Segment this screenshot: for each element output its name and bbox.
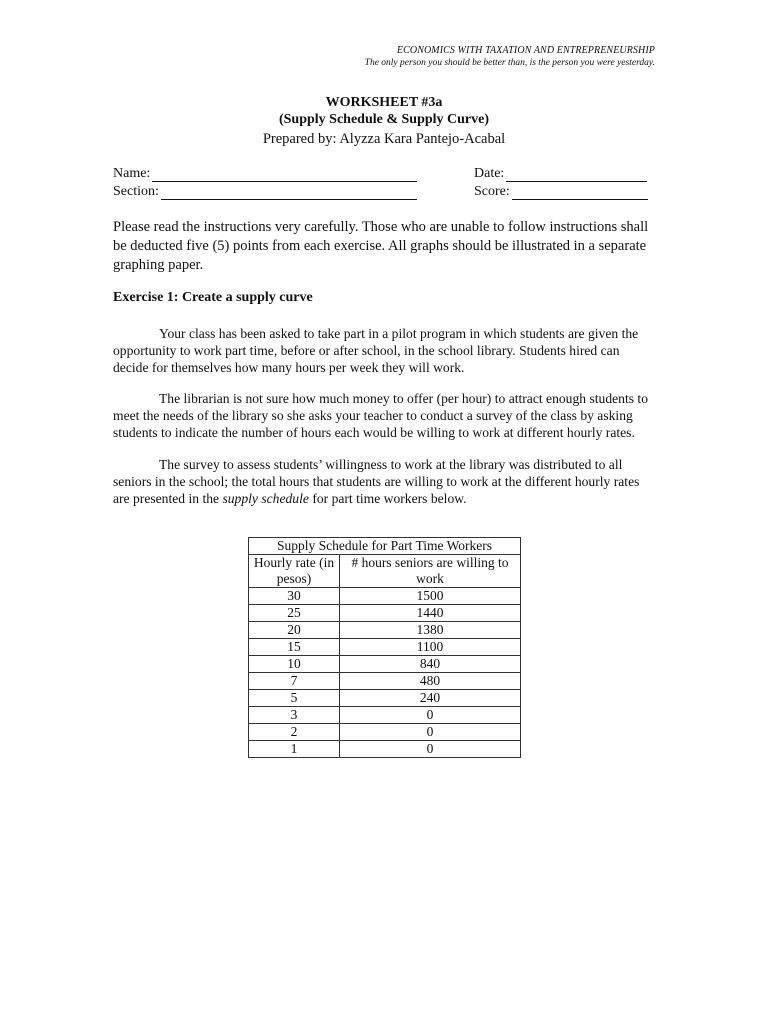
name-field xyxy=(113,166,417,182)
hourly-rate-cell: 1 xyxy=(249,741,340,758)
hours-cell: 840 xyxy=(340,656,521,673)
prepared-by: Prepared by: Alyzza Kara Pantejo-Acabal xyxy=(262,131,506,147)
instructions-paragraph: Please read the instructions very carefully. Those who are unable to follow instructions shall be deducted five (5) points from each exercise. All graphs should be illustrated in a separate graphing paper. xyxy=(113,219,649,273)
worksheet-subtitle: (Supply Schedule & Supply Curve) xyxy=(278,112,490,127)
table-row xyxy=(249,673,521,690)
hours-cell: 0 xyxy=(340,707,521,724)
motto-header: The only person you should be better than, is the person you were yesterday. xyxy=(364,58,655,68)
hours-cell: 1440 xyxy=(340,605,521,622)
table-row xyxy=(249,639,521,656)
table-row xyxy=(249,724,521,741)
score-blank xyxy=(512,185,648,200)
exercise-paragraph-2: The librarian is not sure how much money to offer (per hour) to attract enough students to meet the needs of the library so she asks your teacher to conduct a survey of the class by asking students to indicate the number of hours each would be willing to work at different hourly rates. xyxy=(113,391,648,440)
title-block xyxy=(0,94,768,149)
hours-cell: 240 xyxy=(340,690,521,707)
hours-cell: 1500 xyxy=(340,588,521,605)
score-field xyxy=(474,184,648,200)
hourly-rate-cell: 15 xyxy=(249,639,340,656)
score-label: Score: xyxy=(474,184,510,199)
supply-schedule-term: supply schedule xyxy=(222,491,309,506)
worksheet-title: WORKSHEET #3a xyxy=(325,95,443,110)
hours-cell: 1100 xyxy=(340,639,521,656)
hourly-rate-cell: 5 xyxy=(249,690,340,707)
hours-cell: 1380 xyxy=(340,622,521,639)
date-label: Date: xyxy=(474,166,505,181)
date-blank xyxy=(506,167,647,182)
exercise-paragraph-1: Your class has been asked to take part in a pilot program in which students are given the opportunity to work part time, before or after school, in the school library. Students hired can decide for themselves how many hours per week they will work. xyxy=(113,326,639,375)
section-label: Section: xyxy=(113,184,159,199)
table-row xyxy=(249,707,521,724)
exercise-heading: Exercise 1: Create a supply curve xyxy=(113,290,313,305)
paragraph-3-text: The survey to assess students’ willingness to work at the library was distributed to all seniors in the school; the total hours that students are willing to work at the different hourly rates are presented in the xyxy=(113,457,640,506)
date-field xyxy=(474,166,647,182)
table-row xyxy=(249,622,521,639)
table-body xyxy=(249,588,521,758)
hourly-rate-cell: 2 xyxy=(249,724,340,741)
section-blank xyxy=(161,185,417,200)
hours-cell: 0 xyxy=(340,724,521,741)
column-header-rate: Hourly rate (in pesos) xyxy=(249,555,340,588)
name-label: Name: xyxy=(113,166,151,181)
table-row xyxy=(249,588,521,605)
table-row xyxy=(249,656,521,673)
hourly-rate-cell: 10 xyxy=(249,656,340,673)
name-blank xyxy=(152,167,417,182)
hourly-rate-cell: 30 xyxy=(249,588,340,605)
table-caption: Supply Schedule for Part Time Workers xyxy=(249,538,521,555)
hours-cell: 480 xyxy=(340,673,521,690)
hours-cell: 0 xyxy=(340,741,521,758)
section-field xyxy=(113,184,417,200)
column-header-hours: # hours seniors are willing to work xyxy=(340,555,521,588)
paragraph-3-end: for part time workers below. xyxy=(308,491,467,506)
hourly-rate-cell: 25 xyxy=(249,605,340,622)
exercise-paragraph-3 xyxy=(113,456,658,507)
table-row xyxy=(249,741,521,758)
hourly-rate-cell: 3 xyxy=(249,707,340,724)
table-row xyxy=(249,605,521,622)
hourly-rate-cell: 20 xyxy=(249,622,340,639)
course-header: ECONOMICS WITH TAXATION AND ENTREPRENEURSHIP xyxy=(396,45,655,56)
table-row xyxy=(249,690,521,707)
supply-schedule-table xyxy=(248,537,521,758)
hourly-rate-cell: 7 xyxy=(249,673,340,690)
